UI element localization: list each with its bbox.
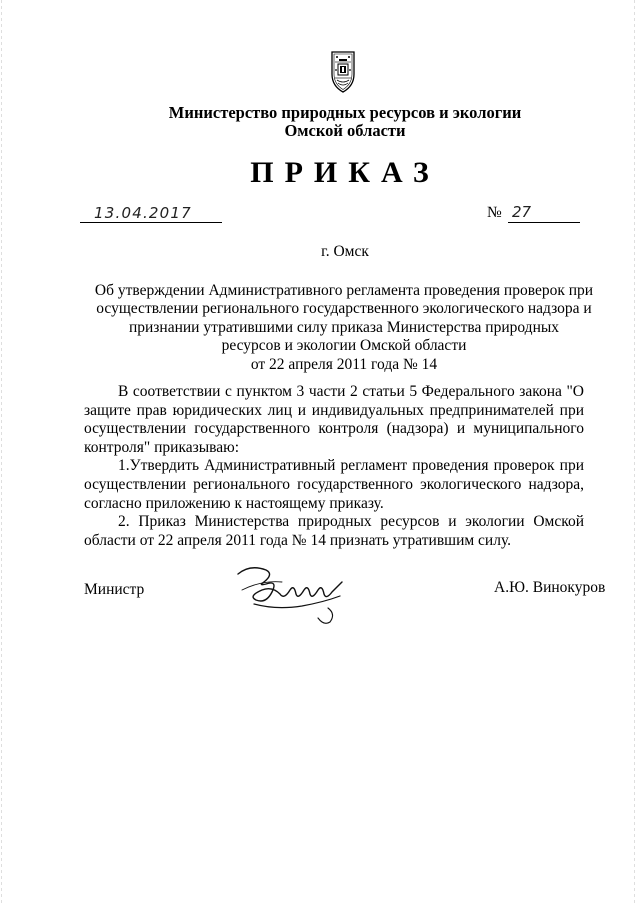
handwritten-date	[92, 201, 217, 223]
order-body	[84, 383, 584, 550]
handwritten-number-text: 27	[512, 203, 532, 221]
order-subject	[84, 282, 604, 374]
ministry-name-line2: Омской области	[284, 121, 406, 140]
city-line: г. Омск	[321, 243, 369, 260]
scan-edge-left	[1, 0, 2, 905]
document-type-title: ПРИКАЗ	[250, 156, 440, 189]
ministry-name-line1: Министерство природных ресурсов и экологии	[168, 103, 522, 122]
subject-line: осуществлении регионального государственного экологического надзора и	[96, 300, 592, 318]
signatory-position: Министр	[84, 581, 145, 598]
handwritten-date-text: 13.04.2017	[94, 204, 192, 222]
subject-line: признании утратившими силу приказа Министерства природных	[128, 318, 560, 336]
coat-of-arms-icon	[327, 50, 359, 94]
scan-edge-right	[634, 0, 635, 905]
number-underline	[508, 222, 580, 223]
number-label: №	[487, 204, 502, 221]
date-underline	[80, 222, 222, 223]
subject-line: ресурсов и экологии Омской области	[221, 337, 467, 355]
subject-line: Об утверждении Административного регламента проведения проверок при	[94, 282, 594, 299]
order-item-2: 2. Приказ Министерства природных ресурсов и экологии Омской области от 22 апреля 2011 года № 14 признать утратившим силу.	[84, 513, 584, 549]
subject-line: от 22 апреля 2011 года № 14	[250, 355, 438, 373]
signatory-name: А.Ю. Винокуров	[494, 579, 606, 596]
handwritten-number	[508, 200, 548, 222]
handwritten-signature	[232, 560, 350, 626]
order-item-1: 1.Утвердить Административный регламент проведения проверок при осуществлении регионального государственного экологического надзора, согласно приложению к настоящему приказу.	[84, 457, 584, 512]
preamble-paragraph: В соответствии с пунктом 3 части 2 статьи 5 Федерального закона "О защите прав юридических лиц и индивидуальных предпринимателей при осуществлении государственного контроля (надзора) и муниципального контроля" приказываю:	[84, 383, 584, 456]
